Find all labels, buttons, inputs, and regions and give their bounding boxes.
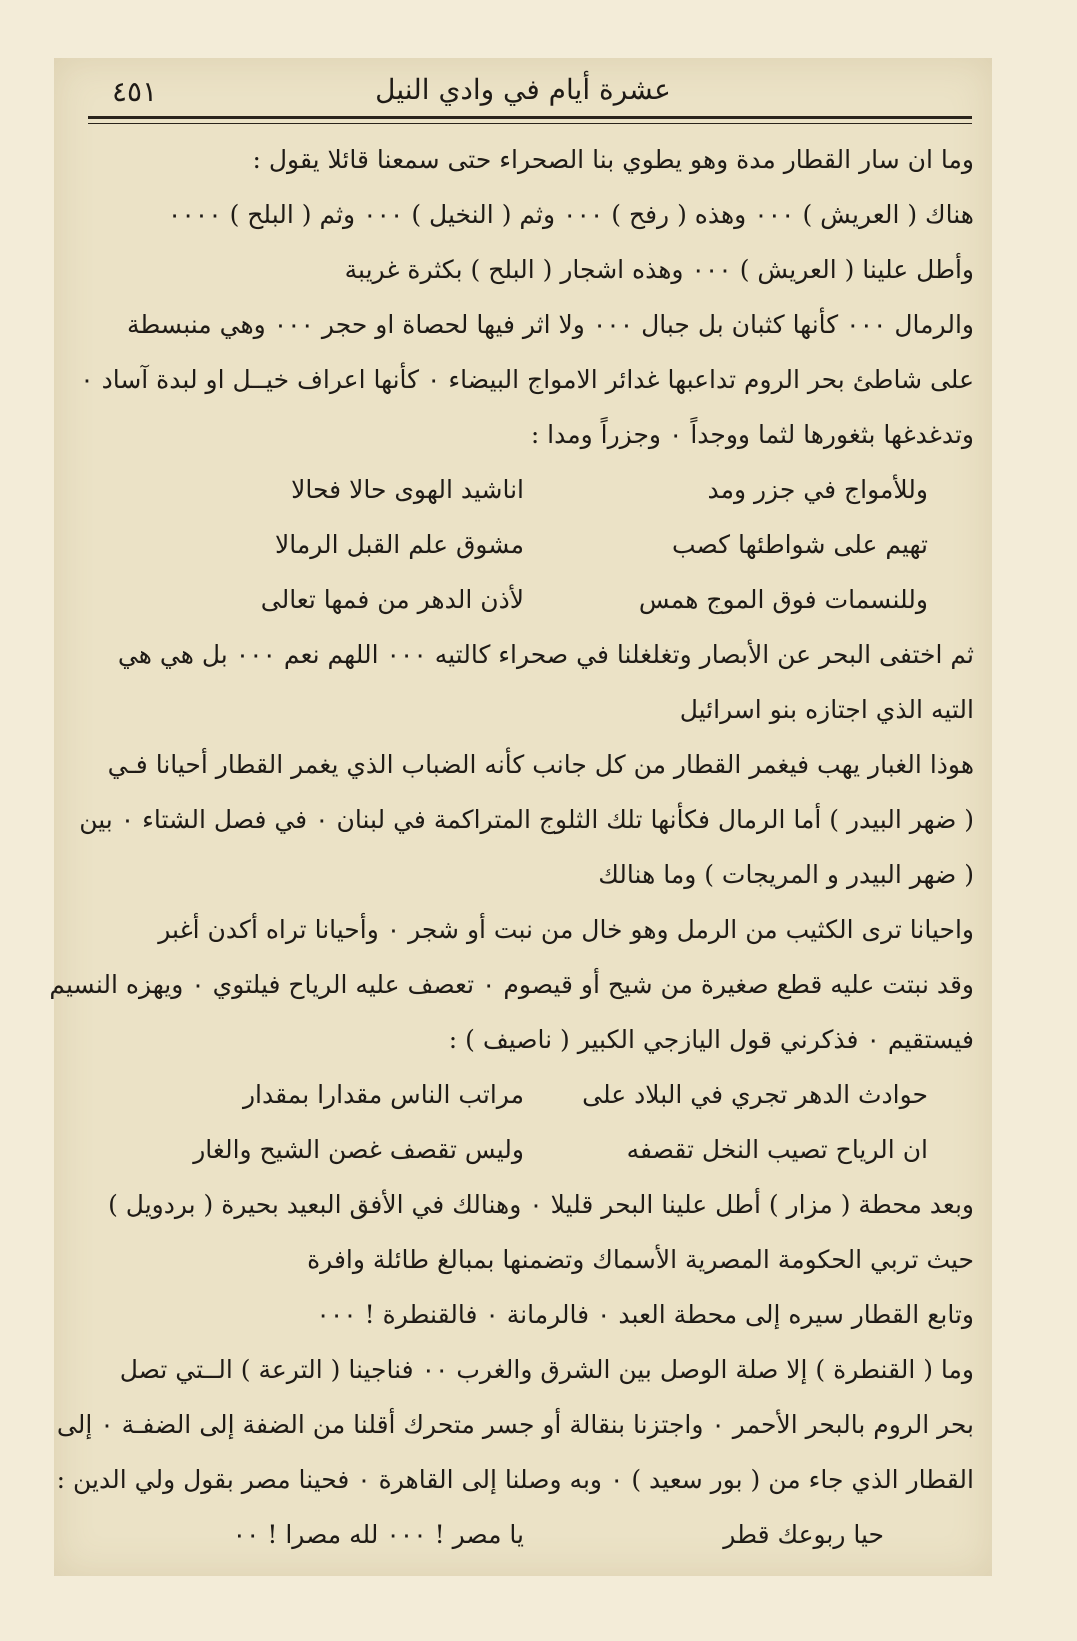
text-line: على شاطئ بحر الروم تداعبها غدائر الامواج البيضاء ٠ كأنها اعراف خيــل او لبدة آساد ٠ <box>80 365 974 394</box>
verse-line <box>82 517 974 572</box>
text-line: والرمال ٠٠٠ كأنها كثبان بل جبال ٠٠٠ ولا اثر فيها لحصاة او حجر ٠٠٠ وهي منبسطة <box>127 310 974 339</box>
verse-first-hemistich: ان الرياح تصيب النخل تقصفه <box>626 1135 928 1164</box>
verse-line <box>82 1122 974 1177</box>
text-line: بحر الروم بالبحر الأحمر ٠ واجتزنا بنقالة أو جسر متحرك أقلنا من الضفة إلى الضفـة ٠ إلى <box>56 1410 974 1439</box>
text-line: ثم اختفى البحر عن الأبصار وتغلغلنا في صحراء كالتيه ٠٠٠ اللهم نعم ٠٠٠ بل هي هي <box>117 640 974 669</box>
verse-first-hemistich: وللنسمات فوق الموج همس <box>638 585 928 614</box>
verse-line <box>82 462 974 517</box>
verse-first-hemistich: تهيم على شواطئها كصب <box>671 530 928 559</box>
text-line: ( ضهر البيدر و المريجات ) وما هنالك <box>598 860 974 889</box>
running-header <box>84 66 962 114</box>
verse-second-hemistich: لأذن الدهر من فمها تعالى <box>260 585 524 614</box>
header-rule-thin <box>88 123 972 124</box>
verse-line <box>82 1067 974 1122</box>
text-line: ( ضهر البيدر ) أما الرمال فكأنها تلك الثلوج المتراكمة في لبنان ٠ في فصل الشتاء ٠ بين <box>79 805 974 834</box>
verse-first-hemistich: وللأمواج في جزر ومد <box>707 475 928 504</box>
body-text <box>49 132 974 1562</box>
text-line: وبعد محطة ( مزار ) أطل علينا البحر قليلا ٠ وهنالك في الأفق البعيد بحيرة ( بردويل ) <box>108 1190 974 1219</box>
text-line: وتدغدغها بثغورها لثما ووجداً ٠ وجزراً ومدا : <box>530 420 974 449</box>
text-line: فيستقيم ٠ فذكرني قول اليازجي الكبير ( ناصيف ) : <box>448 1025 974 1054</box>
text-line: التيه الذي اجتازه بنو اسرائيل <box>679 695 974 724</box>
book-page <box>49 58 992 1576</box>
text-line: هوذا الغبار يهب فيغمر القطار من كل جانب كأنه الضباب الذي يغمر القطار أحيانا فـي <box>107 750 974 779</box>
verse-second-hemistich: مراتب الناس مقدارا بمقدار <box>242 1080 524 1109</box>
verse-second-hemistich: يا مصر ! ٠٠٠ لله مصرا ! ٠٠ <box>232 1520 524 1549</box>
text-line: وما ان سار القطار مدة وهو يطوي بنا الصحراء حتى سمعنا قائلا يقول : <box>252 145 974 174</box>
verse-first-hemistich: حوادث الدهر تجري في البلاد على <box>582 1080 928 1109</box>
running-title: عشرة أيام في وادي النيل <box>375 73 671 106</box>
verse-line <box>82 572 974 627</box>
text-line: واحيانا ترى الكثيب من الرمل وهو خال من نبت أو شجر ٠ وأحيانا تراه أكدن أغبر <box>158 915 974 944</box>
text-line: وأطل علينا ( العريش ) ٠٠٠ وهذه اشجار ( البلح ) بكثرة غريبة <box>344 255 974 284</box>
verse-second-hemistich: مشوق علم القبل الرمالا <box>275 530 524 559</box>
text-line: وتابع القطار سيره إلى محطة العبد ٠ فالرمانة ٠ فالقنطرة ! ٠٠٠ <box>316 1300 974 1329</box>
verse-second-hemistich: اناشيد الهوى حالا فحالا <box>291 475 524 504</box>
verse-line <box>82 1507 974 1562</box>
text-line: القطار الذي جاء من ( بور سعيد ) ٠ وبه وصلنا إلى القاهرة ٠ فحينا مصر بقول ولي الدين : <box>56 1465 974 1494</box>
header-rule <box>88 116 972 119</box>
text-line: هناك ( العريش ) ٠٠٠ وهذه ( رفح ) ٠٠٠ وثم ( النخيل ) ٠٠٠ وثم ( البلح ) ٠٠٠٠ <box>167 200 974 229</box>
text-line: وما ( القنطرة ) إلا صلة الوصل بين الشرق والغرب ٠٠ فناجينا ( الترعة ) الــتي تصل <box>119 1355 974 1384</box>
text-line: وقد نبتت عليه قطع صغيرة من شيح أو قيصوم ٠ تعصف عليه الرياح فيلتوي ٠ ويهزه النسيم <box>49 970 974 999</box>
page-number: ٤٥١ <box>112 75 158 108</box>
text-line: حيث تربي الحكومة المصرية الأسماك وتضمنها بمبالغ طائلة وافرة <box>307 1245 974 1274</box>
verse-second-hemistich: وليس تقصف غصن الشيح والغار <box>193 1135 524 1164</box>
verse-first-hemistich: حيا ربوعك قطر <box>723 1520 884 1549</box>
